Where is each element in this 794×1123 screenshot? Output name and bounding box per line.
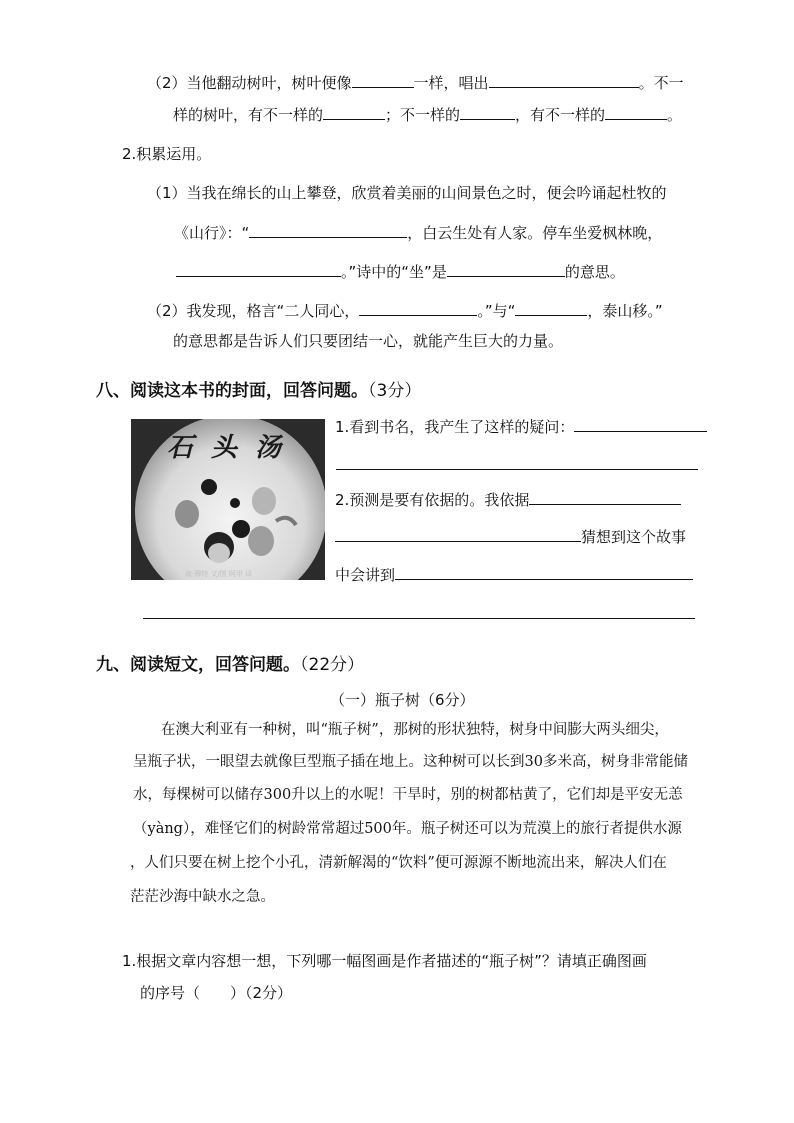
accum-text: 。”与“ — [477, 302, 516, 320]
section-9-heading — [96, 653, 364, 677]
accum-p1-line3 — [176, 260, 625, 283]
answer-blank[interactable] — [605, 103, 667, 120]
answer-line[interactable] — [143, 618, 695, 619]
accum-text: 。”诗中的“坐”是 — [341, 263, 447, 281]
accum-text: 《山行》：“ — [174, 224, 250, 242]
section-9-score: （22分） — [300, 655, 365, 675]
accum-text: ，泰山移。” — [587, 302, 663, 320]
sec8-q2-text: 中会讲到 — [335, 566, 396, 584]
answer-blank[interactable] — [323, 103, 385, 120]
passage-title: （一）瓶子树（6分） — [330, 691, 475, 709]
sec8-q2 — [335, 488, 681, 511]
answer-blank[interactable] — [395, 563, 693, 580]
section-9-title: 九、阅读短文，回答问题。 — [96, 655, 300, 675]
answer-blank[interactable] — [574, 415, 707, 432]
section-8-heading — [96, 379, 421, 403]
q2-text-5: ；不一样的 — [385, 106, 461, 124]
q2-line2 — [173, 103, 682, 126]
accum-text: ，白云生处有人家。停车坐爱枫林晚， — [407, 224, 663, 242]
accum-title: 2.积累运用。 — [122, 145, 212, 163]
answer-blank[interactable] — [359, 299, 477, 316]
answer-blank[interactable] — [489, 71, 639, 88]
answer-line[interactable] — [336, 469, 698, 470]
accum-p1-line2 — [174, 221, 662, 244]
sec8-q2-line3 — [335, 563, 693, 586]
passage-line: 水，每棵树可以储存300升以上的水呢！干旱时，别的树都枯黄了，它们却是平安无恙 — [133, 787, 683, 803]
q2-text-2: 一样，唱出 — [413, 74, 489, 92]
sec8-q2-line2 — [335, 525, 686, 548]
book-cover-image — [131, 419, 325, 580]
accum-p2-line1 — [147, 299, 663, 322]
sec8-q1-text: 1.看到书名，我产生了这样的疑问： — [335, 418, 575, 436]
section-8-score: （3分） — [368, 381, 422, 401]
q2-text-4: 样的树叶，有不一样的 — [173, 106, 324, 124]
answer-blank[interactable] — [529, 488, 681, 505]
answer-blank[interactable] — [176, 260, 341, 277]
q2-text-3: 。不一 — [638, 74, 684, 92]
answer-blank[interactable] — [352, 71, 414, 88]
q2-text-1: （2）当他翻动树叶，树叶便像 — [147, 74, 352, 92]
accum-text: 的意思。 — [564, 263, 625, 281]
answer-blank[interactable] — [249, 221, 407, 238]
passage-line: （yàng），难怪它们的树龄常常超过500年。瓶子树还可以为荒漠上的旅行者提供水源 — [133, 821, 682, 837]
passage-line: 茫茫沙海中缺水之急。 — [130, 889, 275, 905]
sec8-q2-text: 2.预测是要有依据的。我依据 — [335, 491, 530, 509]
sec9-q1-line1: 1.根据文章内容想一想，下列哪一幅图画是作者描述的“瓶子树”？请填正确图画 — [122, 952, 647, 970]
answer-blank[interactable] — [447, 260, 565, 277]
accum-p1-line1: （1）当我在绵长的山上攀登，欣赏着美丽的山间景色之时，便会吟诵起杜牧的 — [147, 184, 667, 202]
passage-line: 在澳大利亚有一种树，叫“瓶子树”，那树的形状独特，树身中间膨大两头细尖， — [161, 722, 669, 738]
answer-blank[interactable] — [335, 525, 581, 542]
passage-line: 呈瓶子状，一眼望去就像巨型瓶子插在地上。这种树可以长到30多米高，树身非常能储 — [133, 754, 688, 770]
answer-blank[interactable] — [515, 299, 587, 316]
passage-line: ，人们只要在树上挖个小孔，清新解渴的“饮料”便可源源不断地流出来，解决人们在 — [130, 855, 667, 871]
cover-credits: 琼·穆特 文/图 阿甲 译 — [185, 570, 253, 578]
sec9-q1-line2: 的序号（ ）（2分） — [140, 984, 293, 1002]
accum-text: （2）我发现，格言“二人同心， — [147, 302, 360, 320]
accum-p2-line2: 的意思都是告诉人们只要团结一心，就能产生巨大的力量。 — [173, 332, 564, 350]
sec8-q2-text: 猜想到这个故事 — [581, 528, 687, 546]
answer-blank[interactable] — [460, 103, 515, 120]
q2-line1 — [147, 71, 684, 94]
cover-title: 石头汤 — [167, 433, 300, 463]
q2-text-7: 。 — [667, 106, 683, 124]
sec8-q1 — [335, 415, 707, 438]
q2-text-6: ，有不一样的 — [515, 106, 606, 124]
section-8-title: 八、阅读这本书的封面，回答问题。 — [96, 381, 368, 401]
